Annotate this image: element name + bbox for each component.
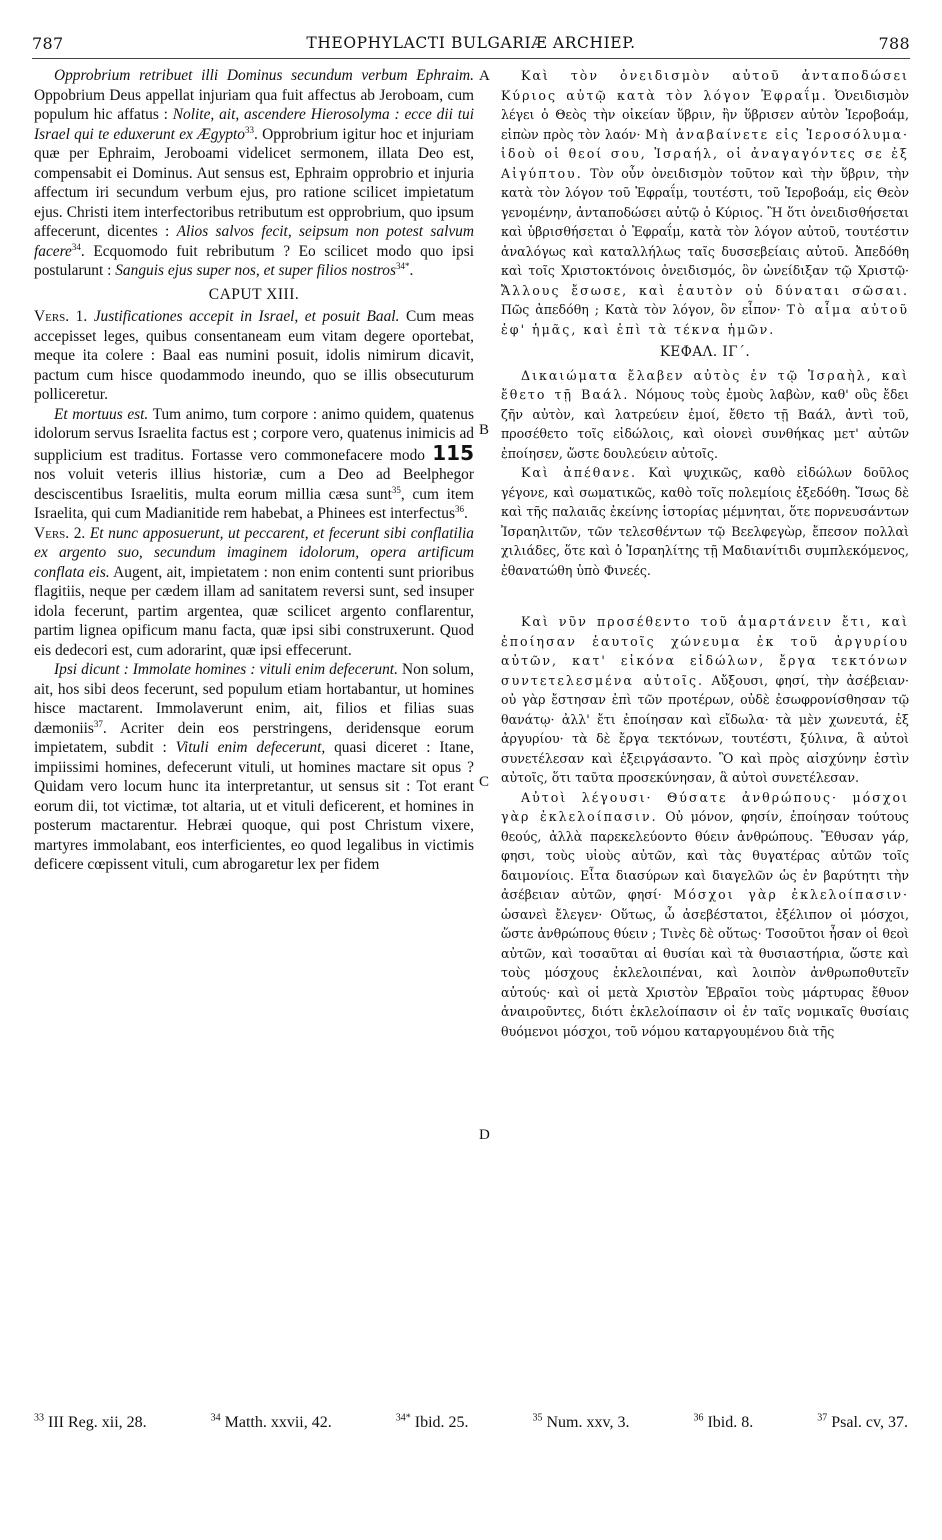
text-run: Αὔξουσι, φησί, τὴν ἀσέβειαν· οὐ γὰρ ἔστησαν ἐπὶ τῶν προτέρων, οὐδὲ ἐσωφρονίσθησαν τῷ θανάτῳ· ἀλλ' ἔτι ἐποίησαν καὶ εἴδωλα· τὰ μὲν χωνευτά, ἐξ ἀργυρίου· τὰ δὲ ἔργα τεκτόνων, τουτέστι, ξύλινα, ἃ αὐτοὶ συνετέλεσαν καὶ ἐξειργάσαντο. Ὃ καὶ πρὸς αἰσχύνην ἐστὶν αὐτοῖς, ὅτι ταῦτα προσεκύνησαν, ἃ αὐτοὶ συνετέλεσαν. bbox=[501, 672, 909, 785]
text-run: . bbox=[463, 505, 468, 522]
footnote-ref: 34 bbox=[71, 241, 81, 252]
text-run: Καὶ ψυχικῶς, καθὸ εἰδώλων δοῦλος γέγονε, καὶ σωματικῶς, καθὸ τοῖς πολεμίοις ἐξεδόθη. Ἴσως δὲ καὶ τῆς παλαιᾶς ἐκείνης ἱστορίας μέμνηται, ὅτε πορνευσάντων Ἰσραηλιτῶν, τῶν τελεσθέντων τῷ Βεελφεγὼρ, ἔπεσον πολλαὶ χιλιάδες, ὅτε καὶ ὁ Ἰσραηλίτης τῇ Μαδιανίτιδι συμπλεκόμενος, ἐθανατώθη ὑπὸ Φινεές. bbox=[501, 465, 909, 578]
footnote bbox=[533, 1414, 630, 1432]
footnote bbox=[34, 1414, 147, 1432]
text-run: Ὀνειδισμὸν λέγει ὁ Θεὸς τὴν οἰκείαν ὕβριν, ἣν ὕβρισεν αὐτὸν Ἱεροβοάμ, εἰπὼν πρὸς τὸν λαόν· bbox=[501, 87, 909, 142]
footnote-number: 37 bbox=[817, 1412, 828, 1424]
text-run: . Acriter dein eos perstringens, deridensque eorum impietatem, subdit : bbox=[34, 719, 474, 756]
lemma: Καὶ τὸν ὀνειδισμὸν αὐτοῦ ἀνταποδώσει Κύριος αὐτῷ κατὰ τὸν λόγον Ἐφραΐμ. bbox=[501, 68, 909, 103]
footnotes bbox=[34, 1414, 908, 1432]
text-run: Πῶς ἀπεδόθη ; Κατὰ τὸν λόγον, ὃν εἶπον· bbox=[501, 302, 787, 317]
footnote-text: Num. xxv, 3. bbox=[546, 1414, 630, 1431]
lemma: Justificationes accepit in Israel, et posuit Baal. bbox=[87, 308, 400, 325]
running-header bbox=[32, 30, 910, 56]
footnote-text: Ibid. 25. bbox=[414, 1414, 469, 1431]
footnote-number: 36 bbox=[693, 1412, 704, 1424]
footnote-text: Ibid. 8. bbox=[707, 1414, 754, 1431]
chapter-heading: CAPUT XIII. bbox=[208, 285, 300, 303]
text-run: Non solum, ait, hos sibi deos fecerunt, sed populum etiam hortabantur, ut homines hisce mactarent. Immolaverunt enim, ait, filios et filias suas dæmoniis bbox=[34, 661, 474, 737]
verse-label: Vers. 2. bbox=[34, 524, 86, 542]
column-marker-c: C bbox=[479, 774, 490, 790]
text-run: Tum animo, tum corpore : animo quidem, quatenus idolorum servus Israelita factus est ; corpore vero, quatenus inimicis ad supplicium est traditus. Fortasse vero commonefacere modo bbox=[34, 405, 474, 464]
quotation: Sanguis ejus super nos, et super filios nostros bbox=[115, 262, 396, 279]
greek-paragraph bbox=[501, 788, 909, 1042]
text-run: ὡσανεὶ ἔλεγεν· Οὕτως, ὦ ἀσεβέστατοι, ἐξέλιπον οἱ μόσχοι, ὥστε ἀνθρώπους θύειν ; Τινὲς δὲ οὕτως· Τοσοῦτοι ἦσαν οἱ θεοὶ αὐτῶν, καὶ τοσαῦται αἱ θυσίαι καὶ τὰ θυσιαστήρια, ὥστε καὶ τοὺς μόσχους ἐκλελοιπέναι, καὶ λοιπὸν ἀνθρωποθυτεῖν αὐτούς· καὶ οἱ μετὰ Χριστὸν Ἑβραῖοι τοὺς μάρτυρας ἔθυον ἀναιροῦντες, διότι ἐκλελοίπασιν οἱ ἐν ταῖς νομικαῖς θυσίαις θυόμενοι μόσχοι, τοῦ νόμου καταργουμένου διὰ τῆς bbox=[501, 906, 909, 1039]
page-number-right: 788 bbox=[878, 33, 910, 53]
footnote-number: 34 bbox=[210, 1412, 221, 1424]
text-run: Τὸν οὖν ὀνειδισμὸν τοῦτον καὶ τὴν ὕβριν, τὴν κατὰ τὸν λόγον τοῦ Ἐφραΐμ, τουτέστι, τοῦ Ἱεροβοάμ, εἰς Θεὸν γενομένην, ἀνταποδώσει αὐτῷ ὁ Κύριος. Ἢ ὅτι ὀνειδισθήσεται καὶ ὑβρισθήσεται ὁ Ἐφραΐμ, κατὰ τὸν λόγον αὐτοῦ, τουτέστιν ἀναλόγως καὶ καταλλήλως ταῖς δυσσεβείαις αὐτοῦ. Ἀπεδόθη καὶ τοῖς Χριστοκτόνοις ὀνειδισμός, ὃν ὠνείδιξαν τῷ Χριστῷ· bbox=[501, 165, 909, 278]
latin-paragraph bbox=[34, 307, 474, 405]
latin-paragraph bbox=[34, 405, 474, 524]
quotation: Μὴ ἀναβαίνετε εἰς Ἱεροσόλυμα· ἰδοὺ οἱ θεοί σου, Ἰσραήλ, οἱ ἀναγαγόντες σε ἐξ Αἰγύπτου. bbox=[501, 126, 909, 181]
greek-paragraph bbox=[501, 66, 909, 339]
latin-paragraph bbox=[34, 660, 474, 875]
verse-label: Vers. 1. bbox=[34, 308, 88, 325]
footnote bbox=[817, 1414, 908, 1432]
text-run: , cum item Israelita, qui cum Madianitide rem habebat, a Phinees est interfectus bbox=[34, 485, 474, 522]
lemma: Et mortuus est. bbox=[54, 405, 149, 423]
footnote bbox=[693, 1414, 753, 1432]
footnote-text: Matth. xxvii, 42. bbox=[224, 1414, 332, 1431]
quotation: Τὸ αἷμα αὐτοῦ ἐφ' ἡμᾶς, καὶ ἐπὶ τὰ τέκνα ἡμῶν. bbox=[501, 302, 909, 337]
footnote-text: Psal. cv, 37. bbox=[831, 1414, 908, 1431]
greek-column bbox=[501, 66, 909, 1396]
quotation: Nolite, ait, ascendere Hierosolyma : ecce dii tui Israel qui te eduxerunt ex Ægypto bbox=[34, 106, 474, 143]
text-run: . bbox=[409, 262, 414, 279]
lemma: Et nunc apposuerunt, ut peccarent, et fecerunt sibi conflatilia ex argento suo, secundum imaginem idolorum, opera artificum conflata eis. bbox=[34, 524, 474, 581]
page-number-left: 787 bbox=[32, 33, 64, 53]
greek-paragraph bbox=[501, 366, 909, 464]
edition-page-number: 115 bbox=[432, 440, 474, 465]
header-rule bbox=[32, 58, 910, 59]
column-marker-b: B bbox=[479, 422, 490, 438]
footnote-number: 33 bbox=[34, 1412, 44, 1424]
footnote-ref: 35 bbox=[391, 484, 401, 495]
text-run: Οὐ μόνον, φησίν, ἐποίησαν τούτους θεούς, ἀλλὰ παρεκελεύοντο θύειν ἀνθρώπους. Ἔθυσαν γάρ, φησι, τοὺς υἱοὺς αὐτῶν, καὶ τὰς θυγατέρας αὐτῶν τοῖς δαιμονίοις. Εἶτα διασύρων καὶ διαγελῶν ὡς ἐν βαρύτητι τὴν ἀσέβειαν αὐτῶν, φησί· bbox=[501, 809, 909, 902]
text-run: quasi diceret : Itane, impiissimi homines, defecerunt vituli, ut homines mactare sit opus ? Quidam vero locum hunc ita interpretantur, ut sensus sit : Tot erant eorum dii, tot victimæ, tot altaria, ut et vituli deficerent, et homines in posterum mactarentur. Hebræi quoque, qui post Christum vixere, martyres immolabant, eos interficientes, eo quod legalibus in victimis deficere cœpissent vituli, cum abrogaretur lex per fidem bbox=[34, 739, 474, 873]
text-run: Cum meas accepisset leges, quibus consentaneam eum vitam degere oportebat, meque ita colere : Baal eas numini posuit, idolis nimirum dicavit, pactum cum hisce quodammodo ineundo, quo se illis obsecuturum polliceretur. bbox=[34, 308, 474, 403]
greek-paragraph bbox=[501, 612, 909, 788]
lemma: Δικαιώματα ἔλαβεν αὐτὸς ἐν τῷ Ἰσραὴλ, καὶ ἔθετο τῇ Βαάλ. bbox=[501, 367, 909, 402]
latin-paragraph bbox=[34, 66, 474, 281]
quotation: Alios salvos fecit, seipsum non potest salvum facere bbox=[34, 223, 474, 260]
text-run: Augent, ait, impietatem : non enim contenti sunt prioribus flagitiis, neque per cædem illam ad sanitatem reversi sunt, sed insuper idola fecerunt, partim argentea, quæ scilicet argento conflarentur, partim lignea opificum manu facta, quæ ipsi sibi construxerunt. Quod eis dedecori est, cum adorarint, quæ ipsi effecerunt. bbox=[34, 563, 474, 659]
running-title: THEOPHYLACTI BULGARIÆ ARCHIEP. bbox=[306, 34, 636, 52]
quotation: Ἄλλους ἔσωσε, καὶ ἑαυτὸν οὐ δύναται σῶσαι. bbox=[501, 282, 909, 298]
greek-paragraph bbox=[501, 463, 909, 580]
text-run: . Opprobrium igitur hoc et injuriam quæ per Ephraim, Jeroboami videlicet sermonem, illata Deo est, compensabit ei Dominus. Aut sensus est, Ephraim opprobrio et injuria affectum iri secundum verbum ejus, pro ratione scilicet impietatum ejus. Christi item interfectoribus retributum est opprobrium, quo ipsum affecerunt, dicentes : bbox=[34, 125, 474, 240]
column-marker-a: A bbox=[479, 68, 490, 84]
quotation: Μόσχοι γὰρ ἐκλελοίπασιν· bbox=[673, 887, 909, 902]
lemma: Αὐτοὶ λέγουσι· Θύσατε ἀνθρώπους· μόσχοι γὰρ ἐκλελοίπασιν. bbox=[501, 789, 909, 824]
latin-column bbox=[34, 66, 474, 1396]
lemma: Καὶ νῦν προσέθεντο τοῦ ἁμαρτάνειν ἔτι, καὶ ἐποίησαν ἑαυτοῖς χώνευμα ἐκ τοῦ ἀργυρίου αὐτῶν, κατ' εἰκόνα εἰδώλων, ἔργα τεκτόνων συντετελεσμένα αὐτοῖς. bbox=[501, 614, 909, 688]
footnote-ref: 37 bbox=[93, 718, 103, 729]
lemma: Καὶ ἀπέθανε. bbox=[521, 465, 637, 480]
text-run: Oppobrium Deus appellat injuriam qua fuit affectus ab Jeroboam, cum populum hic affatus : bbox=[34, 86, 474, 123]
footnote-text: III Reg. xii, 28. bbox=[48, 1414, 147, 1431]
lemma: Ipsi dicunt : Immolate homines : vituli enim defecerunt. bbox=[54, 661, 398, 678]
footnote bbox=[211, 1414, 332, 1432]
text-run: nos voluit veteris illius historiæ, cum a Deo ad Beelphegor desciscentibus Israelitis, multa eorum millia cæsa sunt bbox=[34, 466, 474, 503]
lemma: Vituli enim defecerunt, bbox=[175, 739, 326, 756]
chapter-heading: ΚΕΦΑΛ. ΙΓ΄. bbox=[659, 344, 751, 360]
lemma: Opprobrium retribuet illi Dominus secundum verbum Ephraim. bbox=[54, 67, 474, 84]
footnote-ref: 34* bbox=[396, 260, 410, 271]
footnote-number: 34* bbox=[395, 1412, 411, 1424]
latin-paragraph bbox=[34, 524, 474, 661]
footnote bbox=[396, 1414, 469, 1432]
footnote-number: 35 bbox=[532, 1412, 543, 1424]
text-run: Νόμους τοὺς ἐμοὺς λαβὼν, καθ' οὓς ἔδει ζῆν αὐτὸν, καὶ λατρεύειν ἐμοί, ἔθετο τῇ Βαάλ, ἀντὶ τοῦ, προσέθετο τοῖς εἰδώλοις, καὶ οἱονεὶ συνθήκας μετ' αὐτῶν ἐποίησεν, ὥστε δουλεύειν αὐτοῖς. bbox=[501, 387, 909, 461]
text-run: . Ecquomodo fuit rebributum ? Eo scilicet modo quo ipsi postularunt : bbox=[34, 242, 474, 279]
column-marker-d: D bbox=[479, 1127, 490, 1143]
footnote-ref: 33 bbox=[245, 124, 254, 135]
footnote-ref: 36 bbox=[454, 503, 464, 514]
